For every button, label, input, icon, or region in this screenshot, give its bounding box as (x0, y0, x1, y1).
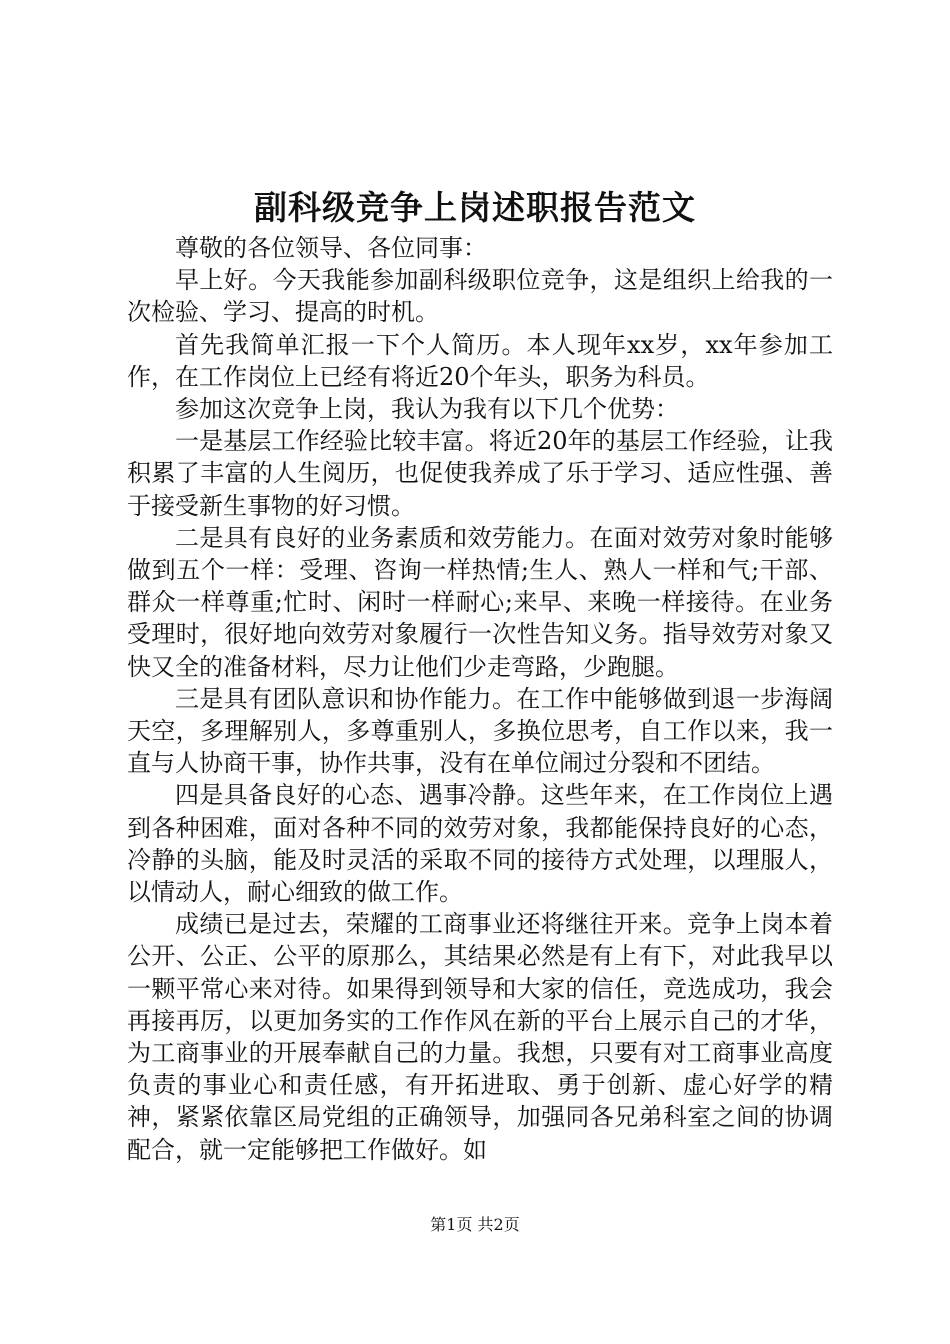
paragraph-advantages-intro: 参加这次竞争上岗，我认为我有以下几个优势： (175, 395, 679, 424)
paragraph-advantage-3: 三是具有团队意识和协作能力。在工作中能够做到退一步海阔天空，多理解别人，多尊重别人，多换位思考，自工作以来，我一直与人协商干事，协作共事，没有在单位闹过分裂和不团结。 (127, 684, 833, 778)
document-title: 副科级竞争上岗述职报告范文 (254, 188, 696, 227)
paragraph-closing: 成绩已是过去，荣耀的工商事业还将继往开来。竞争上岗本着公开、公正、公平的原那么，其结果必然是有上有下，对此我早以一颗平常心来对待。如果得到领导和大家的信任，竞选成功，我会再接再厉，以更加务实的工作作风在新的平台上展示自己的才华，为工商事业的开展奉献自己的力量。我想，只要有对工商事业高度负责的事业心和责任感，有开拓进取、勇于创新、虚心好学的精神，紧紧依靠区局党组的正确领导，加强同各兄弟科室之间的协调配合，就一定能够把工作做好。如 (127, 910, 833, 1164)
paragraph-resume: 首先我简单汇报一下个人简历。本人现年xx岁，xx年参加工作，在工作岗位上已经有将近20个年头，职务为科员。 (127, 330, 833, 391)
paragraph-opening: 早上好。今天我能参加副科级职位竞争，这是组织上给我的一次检验、学习、提高的时机。 (127, 266, 833, 327)
paragraph-advantage-2: 二是具有良好的业务素质和效劳能力。在面对效劳对象时能够做到五个一样：受理、咨询一样热情;生人、熟人一样和气;干部、群众一样尊重;忙时、闲时一样耐心;来早、来晚一样接待。在业务受理时，很好地向效劳对象履行一次性告知义务。指导效劳对象又快又全的准备材料，尽力让他们少走弯路，少跑腿。 (127, 523, 833, 681)
paragraph-greeting: 尊敬的各位领导、各位同事： (175, 234, 487, 262)
page-footer: 第1页 共2页 (430, 1215, 520, 1234)
paragraph-advantage-4: 四是具备良好的心态、遇事冷静。这些年来，在工作岗位上遇到各种困难，面对各种不同的效劳对象，我都能保持良好的心态，冷静的头脑，能及时灵活的采取不同的接待方式处理，以理服人，以情动人，耐心细致的做工作。 (127, 781, 833, 907)
paragraph-advantage-1: 一是基层工作经验比较丰富。将近20年的基层工作经验，让我积累了丰富的人生阅历，也促使我养成了乐于学习、适应性强、善于接受新生事物的好习惯。 (127, 427, 833, 520)
document-body (127, 232, 833, 1166)
